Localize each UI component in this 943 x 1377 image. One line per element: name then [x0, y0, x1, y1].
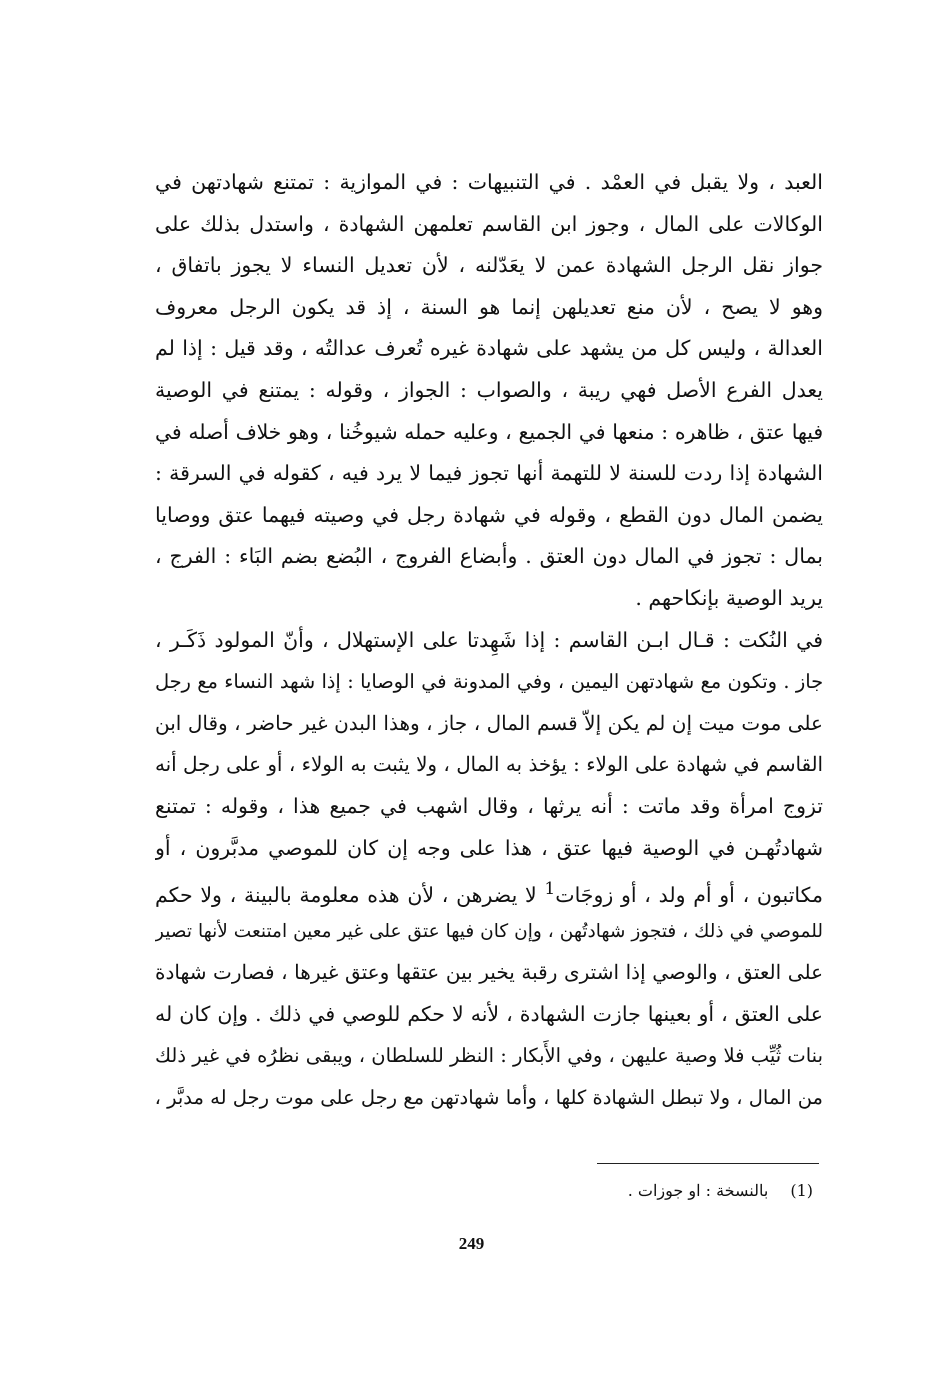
text-line: العدالة ، وليس كل من يشهد على شهادة غيره تُعرف عدالتُه ، وقد قيل : إذا لم: [155, 336, 823, 361]
text-segment: لا يضرهن ، لأن هذه معلومة بالبينة ، ولا حكم: [155, 882, 537, 907]
text-line: فيها عتق ، ظاهره : منعها في الجميع ، وعليه حمله شيوخُنا ، وهو خلاف أصله في: [155, 419, 823, 444]
footnote-divider: [597, 1163, 819, 1164]
text-line: يعدل الفرع الأصل فهي ريبة ، والصواب : الجواز ، وقوله : يمتنع في الوصية: [155, 377, 823, 402]
text-line: العبد ، ولا يقبل في العمْد . في التنبيهات : في الموازية : تمتنع شهادتهن في: [155, 170, 823, 194]
text-line: وهو لا يصح ، لأن منع تعديلهن إنما هو السنة ، إذ قد يكون الرجل معروف: [155, 294, 823, 319]
text-line: على العتق ، والوصي إذا اشترى رقبة يخير بين عتقها وعتق غيرها ، فصارت شهادة: [155, 960, 823, 985]
text-segment: مكاتبون ، أو أم ولد ، أو زوجَات: [555, 882, 823, 907]
footnote: [628, 1178, 813, 1204]
text-line: بنات ثُيِّب فلا وصية عليهن ، وفي الأَبكار : النظر للسلطان ، ويبقى نظرُه في غير ذلك: [155, 1044, 823, 1068]
footnote-marker: (1): [790, 1181, 813, 1200]
page-number: 249: [458, 1234, 485, 1253]
text-line: الشهادة إذا ردت للسنة لا للتهمة أنها تجوز فيما لا يرد فيه ، كقوله في السرقة :: [155, 461, 823, 486]
text-line-with-footnote-ref: [155, 869, 823, 911]
text-line: على موت ميت إن لم يكن إلاّ قسم المال ، جاز ، وهذا البدن غير حاضر ، وقال ابن: [155, 710, 823, 735]
text-line: يريد الوصية بإنكاحهم .: [635, 585, 823, 610]
text-line: القاسم في شهادة على الولاء : يؤخذ به المال ، ولا يثبت به الولاء ، أو على رجل أنه: [155, 753, 823, 777]
text-line: في النُكت : قـال ابـن القاسم : إذا شَهِدتا على الإستهلال ، وأنّ المولود ذَكَـر ،: [155, 627, 823, 652]
main-text: [155, 162, 823, 1119]
text-line: على العتق ، أو بعينها جازت الشهادة ، لأنه لا حكم للوصي في ذلك . وإن كان له: [155, 1001, 823, 1026]
footnote-text: بالنسخة : او جوزات .: [627, 1181, 769, 1200]
text-line: بمال : تجوز في المال دون العتق . وأبضاع الفروج ، البُضع بضم البَاء : الفرج ،: [155, 544, 823, 569]
text-line: جواز نقل الرجل الشهادة عمن لا يعَدّلنه ، لأن تعديل النساء لا يجوز باتفاق ،: [155, 253, 823, 278]
text-line: شهادتُهـن في الوصية فيها عتق ، هذا على وجه إن كان للموصي مدبَّرون ، أو: [155, 835, 823, 860]
text-line: من المال ، ولا تبطل الشهادة كلها ، وأما شهادتهن مع رجل على موت رجل له مدبَّر ،: [155, 1086, 823, 1110]
text-line: يضمن المال دون القطع ، وقوله في شهادة رجل في وصيته فيهما عتق ووصايا: [155, 502, 823, 527]
text-line: للموصي في ذلك ، فتجوز شهادتُهن ، وإن كان فيها عتق على غير معين امتنعت لأنها تصير: [155, 920, 823, 942]
footnote-ref: 1: [544, 879, 556, 900]
text-line: جاز . وتكون مع شهادتهن اليمين ، وفي المدونة في الوصايا : إذا شهد النساء مع رجل: [155, 670, 823, 694]
text-line: الوكالات على المال ، وجوز ابن القاسم تعلمهن الشهادة ، واستدل بذلك على: [155, 211, 823, 236]
text-line: تزوج امرأة وقد ماتت : أنه يرثها ، وقال اشهب في جميع هذا ، وقوله : تمتنع: [155, 793, 823, 818]
